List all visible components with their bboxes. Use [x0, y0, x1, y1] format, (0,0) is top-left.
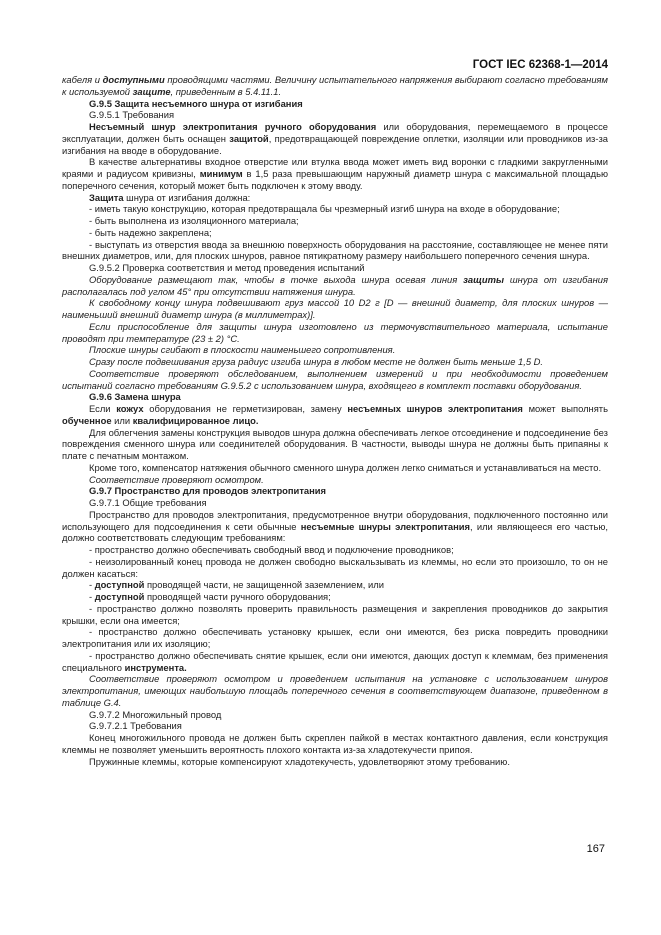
paragraph: Оборудование размещают так, чтобы в точке выхода шнура осевая линия защиты шнура от изгибания располагалась под углом 45° при отсутствии натяжения шнура.	[62, 273, 609, 297]
section-heading: G.9.7 Пространство для проводов электропитания	[89, 485, 327, 497]
paragraph: - выступать из отверстия ввода за внешнюю поверхность оборудования на расстояние, составляющее не менее пяти внешних диаметров, или, для плоских шнуров, равное пятикратному размеру наибольшего поперечного сечения шнура.	[62, 238, 608, 262]
paragraph: - пространство должно позволять проверить правильность размещения и закрепления проводников до закрытия крышки, если она имеется;	[62, 602, 608, 626]
paragraph: - неизолированный конец провода не должен свободно выскальзывать из клеммы, но если это произошло, то он не должен касаться:	[62, 555, 608, 579]
document-body	[62, 74, 608, 767]
paragraph: Сразу после подвешивания груза радиус изгиба шнура в любом месте не должен быть меньше 1,5 D.	[89, 356, 544, 367]
paragraph: Конец многожильного провода не должен быть скреплен пайкой в местах контактного давления, если конструкция клеммы не позволяет уменьшить вероятность плохого контакта из-за хладотекучести припоя.	[62, 732, 608, 755]
paragraph: Несъемный шнур электропитания ручного оборудования или оборудования, перемещаемого в процессе эксплуатации, должен быть оснащен защитой, предотвращающей повреждение оплетки, изоляции или проводников из-за изгибания на вводе в оборудование.	[62, 121, 608, 156]
paragraph: Пространство для проводов электропитания, предусмотренное внутри оборудования, подключенного постоянно или использующего для подсоединения к сети обычные несъемные шнуры электропитания, или являющееся его частью, должно соответствовать следующим требованиям:	[62, 508, 608, 544]
paragraph: - иметь такую конструкцию, которая предотвращала бы чрезмерный изгиб шнура на входе в оборудование;	[89, 203, 560, 215]
paragraph: К свободному концу шнура подвешивают груз массой 10 D2 г [D — внешний диаметр, для плоских шнуров — наименьший внешний диаметр шнура (в миллиметрах)].	[62, 297, 608, 320]
paragraph: - быть надежно закреплена;	[89, 226, 212, 238]
paragraph: G.9.5.2 Проверка соответствия и метод проведения испытаний	[89, 262, 365, 273]
paragraph: G.9.7.2 Многожильный провод	[89, 708, 222, 720]
section-heading: G.9.5 Защита несъемного шнура от изгибания	[89, 97, 303, 109]
paragraph: В качестве альтернативы входное отверстие или втулка ввода может иметь вид воронки с гладкими закругленными краями и радиусом кривизны, минимум в 1,5 раза превышающим наружный диаметр шнура с максимальной площадью поперечного сечения, который может быть подключен к этому вводу.	[62, 156, 609, 191]
paragraph: Плоские шнуры сгибают в плоскости наименьшего сопротивления.	[89, 344, 396, 356]
paragraph: - пространство должно обеспечивать снятие крышек, если они имеются, дающих доступ к клеммам, без применения специального инструмента.	[62, 649, 608, 673]
document-header: ГОСТ IEC 62368-1—2014	[472, 59, 608, 71]
paragraph: - быть выполнена из изоляционного материала;	[89, 215, 299, 226]
paragraph: Для облегчения замены конструкция выводов шнура должна обеспечивать легкое отсоединение и подсоединение без повреждения сменного шнура или соединителей оборудования. В частности, выводы шнура не должны быть припаяны к плате с печатным монтажом.	[62, 426, 608, 461]
paragraph: кабеля и доступными проводящими частями. Величину испытательного напряжения выбирают согласно требованиям к используемой защите, приведенным в 5.4.11.1.	[62, 74, 608, 97]
section-heading: G.9.6 Замена шнура	[89, 391, 181, 403]
paragraph: - пространство должно обеспечивать свободный ввод и подключение проводников;	[89, 544, 454, 555]
paragraph: G.9.5.1 Требования	[89, 109, 175, 121]
paragraph: Если кожух оборудования не герметизирован, замену несъемных шнуров электропитания может выполнять обученное или квалифицированное лицо.	[62, 403, 608, 426]
paragraph: Защита шнура от изгибания должна:	[89, 191, 251, 203]
paragraph: Пружинные клеммы, которые компенсируют хладотекучесть, удовлетворяют этому требованию.	[89, 755, 510, 767]
paragraph: - пространство должно обеспечивать установку крышек, если они имеются, без риска повредить проводники электропитания или их изоляцию;	[62, 626, 608, 649]
paragraph: - доступной проводящей части, не защищенной заземлением, или	[89, 579, 384, 591]
paragraph: - доступной проводящей части ручного оборудования;	[89, 591, 331, 602]
paragraph: G.9.7.1 Общие требования	[89, 497, 207, 508]
paragraph: G.9.7.2.1 Требования	[89, 720, 182, 732]
page-number: 167	[586, 843, 605, 855]
paragraph: Соответствие проверяют осмотром.	[89, 473, 264, 485]
paragraph: Соответствие проверяют осмотром и проведением испытания на установке с использованием шнуров электропитания, имеющих наибольшую площадь поперечного сечения в соответствующем диапазоне, приведенном в таблице G.4.	[62, 673, 608, 708]
paragraph: Кроме того, компенсатор натяжения обычного сменного шнура должен легко сниматься и устанавливаться на место.	[89, 461, 602, 473]
paragraph: Если приспособление для защиты шнура изготовлено из термочувствительного материала, испытание проводят при температуре (23 ± 2) °С.	[62, 320, 608, 344]
paragraph: Соответствие проверяют обследованием, выполнением измерений и при необходимости проведением испытаний согласно требованиям G.9.5.2 с использованием шнура, входящего в комплект поставки оборудования.	[62, 367, 608, 391]
